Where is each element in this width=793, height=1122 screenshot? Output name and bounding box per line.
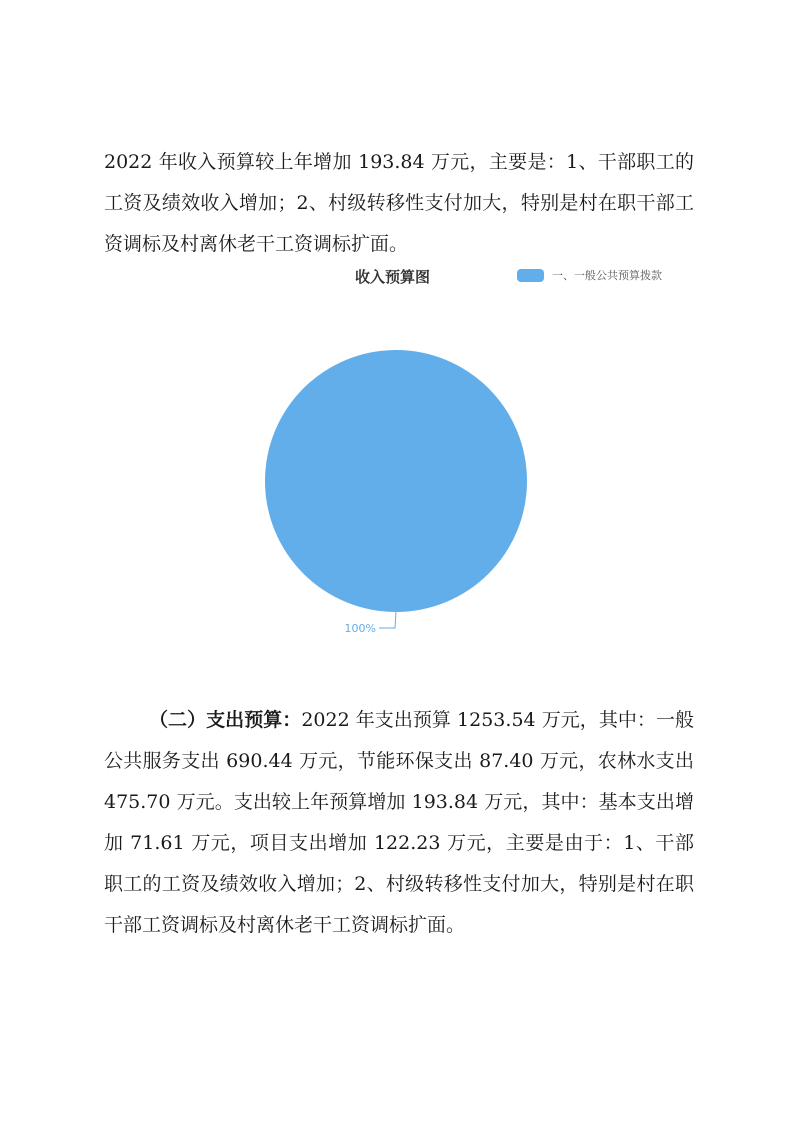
income-pie-chart xyxy=(255,262,705,642)
expenditure-body: 2022 年支出预算 1253.54 万元，其中：一般公共服务支出 690.44 万元，节能环保支出 87.40 万元，农林水支出 475.70 万元。支出较上年预算增加 193.84 万元，其中：基本支出增加 71.61 万元，项目支出增加 122.23 万元，主要是由于：1、干部职工的工资及绩效收入增加；2、村级转移性支付加大，特别是村在职干部工资调标及村离休老干工资调标扩面。 xyxy=(104,709,694,936)
pie-label-leader xyxy=(379,612,396,628)
legend-label: 一、一般公共预算拨款 xyxy=(552,269,662,282)
expenditure-paragraph xyxy=(104,700,694,946)
income-paragraph: 2022 年收入预算较上年增加 193.84 万元，主要是：1、干部职工的工资及绩效收入增加；2、村级转移性支付加大，特别是村在职干部工资调标及村离休老干工资调标扩面。 xyxy=(104,151,694,255)
expenditure-heading: （二）支出预算： xyxy=(149,709,302,731)
pie-svg xyxy=(255,262,705,642)
pie-slice[interactable] xyxy=(265,350,527,612)
chart-title: 收入预算图 xyxy=(355,268,431,286)
pie-slice-label: 100% xyxy=(344,622,376,635)
